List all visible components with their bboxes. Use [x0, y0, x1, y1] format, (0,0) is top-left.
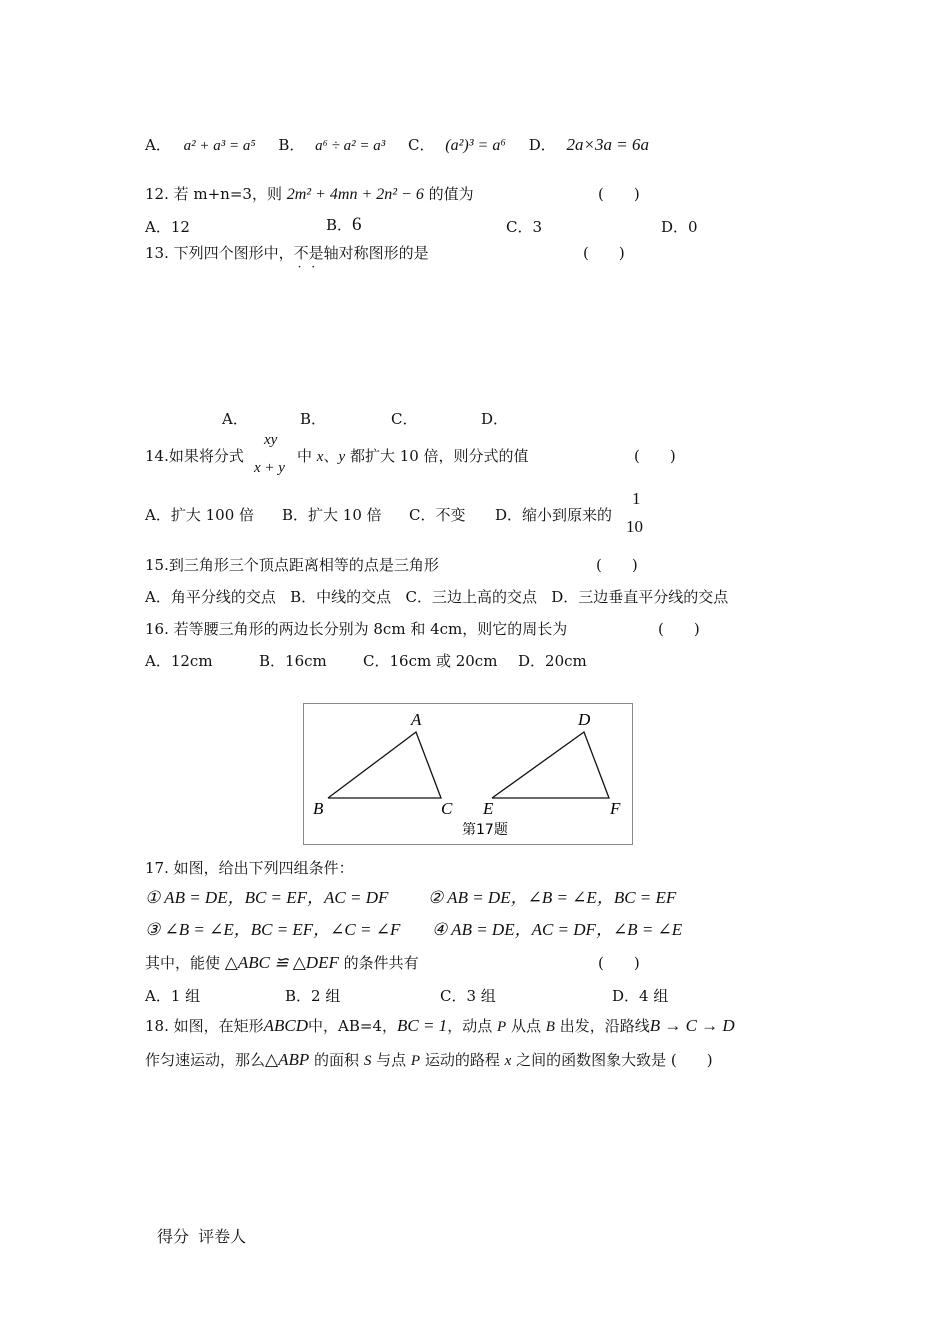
q17-condition-1: ① AB = DE，BC = EF，AC = DF — [145, 888, 389, 907]
q18-line1-mid2: ，动点 — [447, 1017, 493, 1035]
q11-label-d: D． — [528, 136, 556, 154]
triangle-def — [492, 732, 609, 798]
q12-option-d: D．0 — [661, 218, 698, 236]
grader-label: 评卷人 — [198, 1227, 247, 1246]
score-label: 得分 — [157, 1227, 190, 1246]
q13-label-c: C． — [391, 410, 418, 428]
q18-point-p2: P — [410, 1053, 421, 1069]
q14-option-c: C．不变 — [409, 506, 466, 524]
q11-expr-c: (a²)³ = a⁶ — [445, 137, 506, 154]
q11-label-a: A． — [145, 136, 171, 154]
q11-label-c: C． — [408, 136, 435, 154]
q12-option-b-value: 6 — [352, 214, 362, 235]
q17-condition-4: ④ AB = DE，AC = DF，∠B = ∠E — [432, 920, 683, 939]
q18-var-s: S — [363, 1053, 372, 1069]
figure-17-caption: 第17题 — [462, 822, 508, 838]
q13-stem-emph-text: 不是 — [293, 244, 324, 262]
q18-line2-post: 之间的函数图象大致是 — [516, 1051, 667, 1069]
figure-17-drawing — [304, 704, 632, 844]
q17-option-b: B．2 组 — [285, 987, 341, 1005]
q17-conclusion-expr: △ABC ≌ △DEF — [224, 953, 339, 972]
q17-stem: 17. 如图，给出下列四组条件： — [145, 859, 354, 877]
triangle-abc — [328, 732, 441, 798]
q13-answer-paren: ( ) — [583, 244, 625, 262]
q14-fraction-numerator: xy — [264, 432, 278, 448]
q13-stem-post: 轴对称图形的是 — [323, 244, 429, 262]
q14-answer-paren: ( ) — [634, 447, 676, 465]
q11-expr-d: 2a×3a = 6a — [566, 135, 649, 154]
q12-option-c: C．3 — [506, 218, 543, 236]
q16-option-b: B．16cm — [259, 652, 327, 670]
vertex-e-label: E — [483, 799, 494, 818]
q14-option-a: A．扩大 100 倍 — [145, 506, 254, 524]
q17-conclusion-post: 的条件共有 — [343, 954, 419, 972]
q18-line2-mid2: 与点 — [376, 1051, 407, 1069]
q12-option-b-label: B． — [326, 216, 353, 234]
q16-option-c: C．16cm 或 20cm — [363, 652, 498, 670]
q18-triangle: △ABP — [265, 1050, 310, 1069]
q14-stem-rest — [297, 446, 529, 467]
q18-point-b: B — [545, 1019, 555, 1035]
q18-answer-paren: ( ) — [670, 1051, 713, 1069]
q18-line2-mid1: 的面积 — [314, 1051, 360, 1069]
vertex-f-label: F — [610, 799, 621, 818]
vertex-b-label: B — [313, 799, 324, 818]
q17-condition-2: ② AB = DE，∠B = ∠E，BC = EF — [428, 888, 677, 907]
q17-conclusion — [145, 953, 419, 973]
q14-fraction-bar — [253, 453, 293, 454]
q16-answer-paren: ( ) — [658, 620, 700, 638]
q12-stem — [145, 184, 474, 205]
q11-expr-b: a⁶ ÷ a² = a³ — [315, 138, 386, 154]
q13-label-b: B． — [300, 410, 327, 428]
q14-option-d-numerator: 1 — [632, 489, 641, 508]
q13-emphasis-dots: · · — [297, 260, 319, 274]
q14-fraction-denominator: x + y — [254, 460, 285, 476]
q13-stem — [145, 243, 429, 274]
q18-line1-mid1: 中，AB=4， — [308, 1017, 397, 1035]
q12-option-b — [326, 215, 362, 235]
score-box — [157, 1227, 246, 1247]
vertex-c-label: C — [441, 799, 453, 818]
q15-options: A．角平分线的交点 B．中线的交点 C．三边上高的交点 D．三边垂直平分线的交点 — [145, 588, 729, 606]
q18-line-1 — [145, 1016, 735, 1037]
q17-conclusion-pre: 其中，能使 — [145, 954, 221, 972]
q11-expr-a: a² + a³ = a⁵ — [183, 138, 256, 154]
vertex-a-label: A — [411, 710, 422, 729]
q11-options — [145, 135, 649, 156]
q17-option-c: C．3 组 — [440, 987, 496, 1005]
q14-option-d-denominator: 10 — [626, 517, 643, 536]
q15-answer-paren: ( ) — [596, 556, 638, 574]
q18-line2-pre: 作匀速运动，那么 — [145, 1051, 266, 1069]
q13-stem-emph — [293, 244, 324, 274]
q12-stem-suffix: 的值为 — [428, 185, 474, 203]
q17-option-d: D．4 组 — [612, 987, 669, 1005]
q12-answer-paren: ( ) — [598, 185, 640, 203]
q17-condition-3: ③ ∠B = ∠E，BC = EF，∠C = ∠F — [145, 920, 401, 939]
q17-option-a: A．1 组 — [145, 987, 201, 1005]
q16-option-a: A．12cm — [145, 652, 213, 670]
q18-bc: BC = 1 — [396, 1016, 448, 1035]
q18-line1-mid3: 从点 — [510, 1017, 541, 1035]
q15-stem: 15.到三角形三个顶点距离相等的点是三角形 — [145, 556, 439, 574]
q18-line1-mid4: 出发，沿路线 — [559, 1017, 650, 1035]
q14-option-d: D．缩小到原来的 — [495, 506, 613, 524]
q14-stem-mid: 中 — [297, 447, 313, 465]
q14-var-y: y — [338, 449, 346, 465]
q12-stem-prefix: 12. 若 m+n=3，则 — [145, 185, 282, 203]
q18-line1-pre: 18. 如图，在矩形 — [145, 1017, 264, 1035]
q13-label-a: A． — [222, 410, 248, 428]
q14-stem-post: 都扩大 10 倍，则分式的值 — [349, 447, 529, 465]
q14-option-b: B．扩大 10 倍 — [282, 506, 382, 524]
q16-stem: 16. 若等腰三角形的两边长分别为 8cm 和 4cm，则它的周长为 — [145, 620, 568, 638]
q14-stem-pre: 14.如果将分式 — [145, 447, 244, 465]
q17-answer-paren: ( ) — [598, 954, 640, 972]
q13-label-d: D． — [481, 410, 509, 428]
q14-var-x: x — [316, 449, 324, 465]
q18-rect: ABCD — [263, 1016, 309, 1035]
vertex-d-label: D — [578, 710, 591, 729]
figure-17 — [303, 703, 633, 845]
q18-line-2 — [145, 1050, 713, 1071]
q18-var-x: x — [504, 1053, 512, 1069]
q12-stem-expr: 2m² + 4mn + 2n² − 6 — [286, 186, 424, 203]
q12-option-a: A．12 — [145, 218, 190, 236]
q14-sep: 、 — [323, 447, 339, 465]
q16-option-d: D．20cm — [518, 652, 587, 670]
q11-label-b: B． — [278, 136, 305, 154]
q18-point-p: P — [496, 1019, 507, 1035]
q18-line2-mid3: 运动的路程 — [424, 1051, 500, 1069]
q13-stem-pre: 13. 下列四个图形中， — [145, 244, 294, 262]
q18-path: B → C → D — [649, 1016, 735, 1035]
